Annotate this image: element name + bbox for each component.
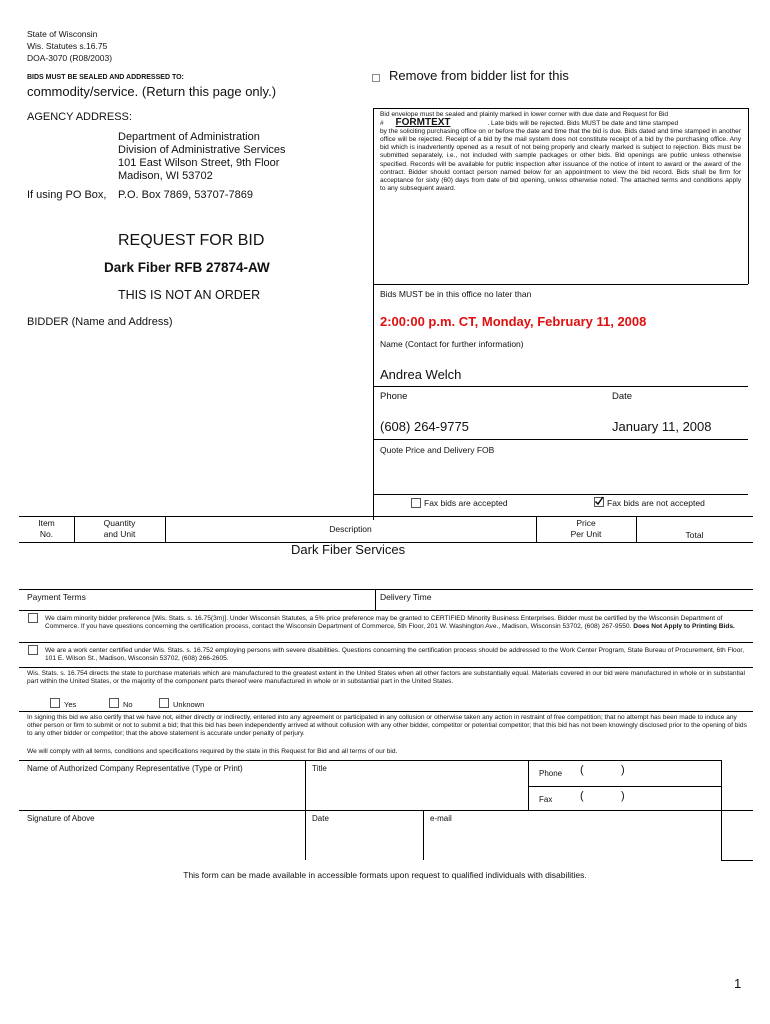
po-box-label: If using PO Box,: [27, 189, 107, 201]
envelope-hash: #: [380, 120, 384, 128]
us-made-yes-checkbox[interactable]: [50, 698, 60, 708]
col-description: Description: [329, 524, 372, 534]
envelope-line-1: Bid envelope must be sealed and plainly marked in lower corner with due date and Request for Bid: [380, 111, 669, 118]
fax-accepted-checkbox[interactable]: [411, 498, 421, 508]
work-center-checkbox[interactable]: [28, 645, 38, 655]
us-made-no-checkbox[interactable]: [109, 698, 119, 708]
col-item: [19, 518, 74, 540]
due-label: Bids MUST be in this office no later than: [380, 289, 532, 299]
col-item-line1: Item: [38, 518, 55, 528]
minority-preference-checkbox[interactable]: [28, 613, 38, 623]
signature-label: Signature of Above: [27, 814, 95, 823]
payment-terms-label: Payment Terms: [27, 592, 86, 602]
fob-label: Quote Price and Delivery FOB: [380, 445, 495, 455]
us-made-no-label: No: [123, 700, 133, 709]
remove-text-a: Remove from bidder list for this: [389, 68, 569, 83]
col-qty-line2: and Unit: [103, 529, 136, 539]
contact-name: Andrea Welch: [380, 367, 462, 382]
header-statutes: Wis. Statutes s.16.75: [27, 41, 108, 51]
email-label: e-mail: [430, 814, 452, 823]
envelope-line-2-rest: . Late bids will be rejected. Bids MUST be date and time stamped: [487, 120, 679, 128]
fax-not-accepted-label: Fax bids are not accepted: [607, 498, 705, 508]
us-made-unknown-checkbox[interactable]: [159, 698, 169, 708]
due-datetime: 2:00:00 p.m. CT, Monday, February 11, 2008: [380, 314, 647, 329]
contact-name-label: Name (Contact for further information): [380, 339, 524, 349]
fax-accepted-label: Fax bids are accepted: [424, 498, 508, 508]
envelope-line-2: [380, 119, 741, 128]
form-header: [27, 28, 112, 64]
header-state: State of Wisconsin: [27, 29, 98, 39]
issue-date: January 11, 2008: [612, 419, 712, 434]
phone-paren-open: (: [580, 764, 584, 776]
us-made-unknown-label: Unknown: [173, 700, 205, 709]
remove-text-b: commodity/service. (Return this page only.): [27, 84, 277, 99]
fax-paren-close: ): [621, 790, 625, 802]
col-quantity: [74, 518, 165, 540]
minority-printing-note: Does Not Apply to Printing Bids.: [633, 623, 735, 631]
delivery-time-label: Delivery Time: [380, 592, 432, 602]
agency-address: [118, 131, 286, 183]
agency-line-4: Madison, WI 53702: [118, 170, 213, 182]
minority-statement: We claim minority bidder preference [Wis. Stats. s. 16.75(3m)]. Under Wisconsin Statutes, a 5% price preference may be granted to CERTIFIED Minority Business Enterprises. Bidder must be certified by the Wisconsin Department of Commerce. If you have questions concerning the certification process, contact the Wisconsin Department of Commerce, 5th Floor, 201 W. Washington Ave., Madison, Wisconsin 53702, (608) 267-9550.: [45, 615, 723, 631]
envelope-instructions: [380, 111, 741, 193]
rfb-subtitle: Dark Fiber RFB 27874-AW: [104, 260, 270, 275]
po-box-address: P.O. Box 7869, 53707-7869: [118, 189, 253, 201]
envelope-body: by the soliciting purchasing office on or before the date and time that the bid is due. Bids dated and time stamped in another office will be rejected. Receipt of a bid by the mail system does not constitute receipt of a bid by the purchasing office. Any bid which is inadvertently opened as a result of not being properly and clearly marked is subject to rejection. Bids must be submitted separately, i.e., not included with sample packages or other bids. Bid openings are public unless otherwise specified. Records will be available for public inspection after issuance of the notice of intent to award or the award of the contract. Bidder should contact person named below for an appointment to view the bid record. Bids shall be firm for acceptance for sixty (60) days from date of bid opening, unless otherwise noted. The attached terms and conditions apply to any subsequent award.: [380, 128, 741, 192]
fax-not-accepted-checkbox[interactable]: [594, 497, 604, 507]
col-price: [536, 518, 636, 540]
col-qty-line1: Quantity: [103, 518, 136, 528]
rep-phone-label: Phone: [539, 769, 563, 778]
request-for-bid-title: REQUEST FOR BID: [118, 232, 265, 249]
work-center-text: We are a work center certified under Wis. Stats. s. 16.752 employing persons with severe disabilities. Questions concerning the certification process should be addressed to the Work Center Program, State Bureau of Procurement, 6th Floor, 101 E. Wilson St., Madison, Wisconsin 53702, (608) 266-2605.: [45, 647, 745, 663]
formtext-field[interactable]: FORMTEXT: [395, 117, 451, 129]
row-description: Dark Fiber Services: [291, 542, 406, 557]
date-label: Date: [612, 391, 633, 402]
fax-paren-open: (: [580, 790, 584, 802]
rep-title-label: Title: [312, 764, 327, 773]
agency-line-2: Division of Administrative Services: [118, 144, 286, 156]
agency-address-label: AGENCY ADDRESS:: [27, 111, 132, 123]
us-made-yes-label: Yes: [64, 700, 77, 709]
phone-label: Phone: [380, 391, 408, 402]
remove-from-list-checkbox[interactable]: [372, 74, 380, 82]
agency-line-3: 101 East Wilson Street, 9th Floor: [118, 157, 280, 169]
col-price-line1: Price: [576, 518, 596, 528]
rep-name-label: Name of Authorized Company Representative (Type or Print): [27, 764, 243, 773]
bidder-label: BIDDER (Name and Address): [27, 316, 173, 328]
rep-fax-label: Fax: [539, 795, 553, 804]
minority-text: [45, 615, 745, 631]
agency-line-1: Department of Administration: [118, 131, 260, 143]
accessible-notice: This form can be made available in accessible formats upon request to qualified individuals with disabilities.: [183, 870, 587, 880]
us-made-text: Wis. Stats. s. 16.754 directs the state to purchase materials which are manufactured to the greatest extent in the United States when all other factors are substantially equal. Materials covered in our bid were manufactured in whole or in substantial part within the United States, or the majority of the component parts thereof were manufactured in whole or in substantial part in the United States.: [27, 670, 745, 686]
contact-phone: (608) 264-9775: [380, 419, 469, 434]
col-item-line2: No.: [39, 529, 54, 539]
signature-date-label: Date: [312, 814, 329, 823]
col-total: Total: [685, 530, 704, 540]
checkmark-icon: [594, 496, 604, 506]
not-an-order: THIS IS NOT AN ORDER: [118, 288, 261, 302]
certification-text: In signing this bid we also certify that we have not, either directly or indirectly, entered into any agreement or participated in any collusion or otherwise taken any action in restraint of free competition; that no attempt has been made to induce any other person or firm to submit or not to submit a bid; that this bid has been independently arrived at without collusion with any other bidder, competitor or potential competitor; that this bid has not been knowingly disclosed prior to the opening of bids to any other bidder or competitor; that the above statement is accurate under penalty of perjury.: [27, 714, 747, 738]
page-number: 1: [734, 976, 742, 991]
col-price-line2: Per Unit: [570, 529, 602, 539]
comply-text: We will comply with all terms, conditions and specifications required by the state in this Request for Bid and all terms of our bid.: [27, 748, 398, 755]
bids-sealed-label: BIDS MUST BE SEALED AND ADDRESSED TO:: [27, 74, 184, 81]
phone-paren-close: ): [621, 764, 625, 776]
header-form-number: DOA-3070 (R08/2003): [27, 53, 113, 63]
